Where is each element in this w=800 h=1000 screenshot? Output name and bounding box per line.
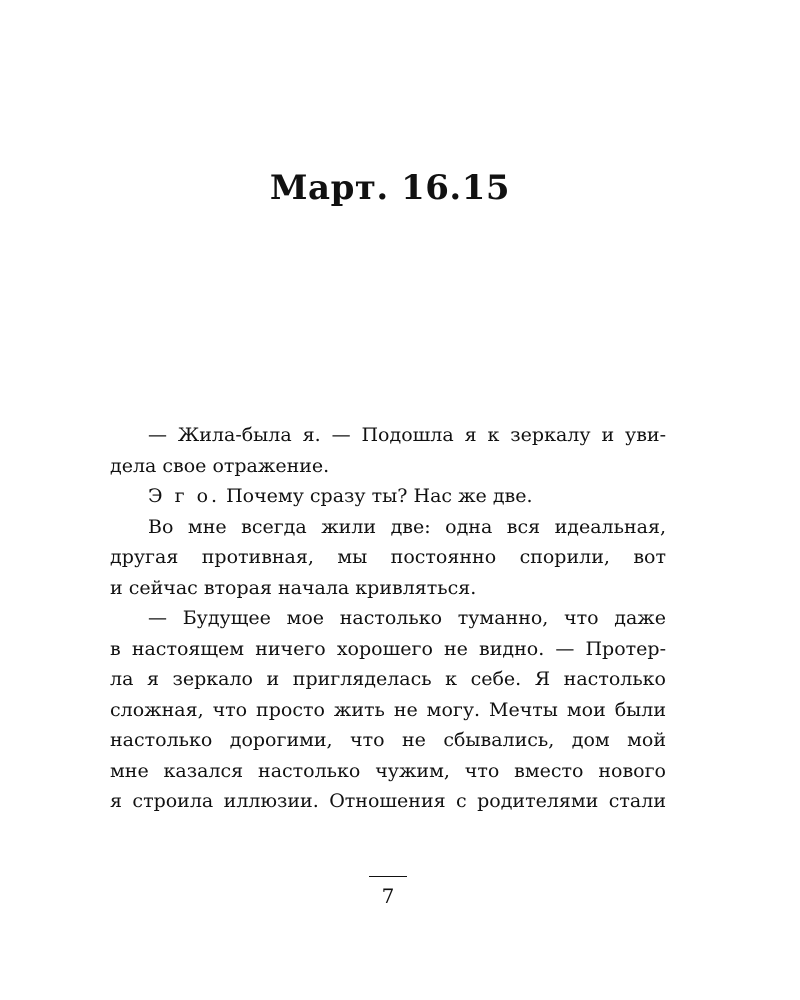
text-line: ла я зеркало и пригляделась к себе. Я настолько [110,668,666,690]
text-line: в настоящем ничего хорошего не видно. — Протер- [110,637,666,660]
text-line: мне казался настолько чужим, что вместо нового [110,759,666,782]
body-text [110,420,666,817]
text-line: настолько дорогими, что не сбывались, дом мой [110,729,666,751]
text-line [110,481,666,512]
text-line: Во мне всегда жили две: одна вся идеальная, [148,515,666,538]
chapter-title: Март. 16.15 [269,168,511,208]
text-line: — Жила-была я. — Подошла я к зеркалу и уви- [148,424,666,446]
footer-rule [369,876,407,877]
page-number: 7 [381,884,395,908]
text-line: другая противная, мы постоянно спорили, вот [110,546,666,568]
speaker-name: Э г о. [148,485,221,507]
text-line: дела свое отражение. [110,454,330,477]
text-line: сложная, что просто жить не могу. Мечты мои были [110,698,666,721]
text-line: — Будущее мое настолько туманно, что даже [148,607,666,629]
text-line: я строила иллюзии. Отношения с родителями стали [110,790,666,812]
speaker-line: Почему сразу ты? Нас же две. [226,485,533,507]
text-line: и сейчас вторая начала кривляться. [110,576,477,599]
